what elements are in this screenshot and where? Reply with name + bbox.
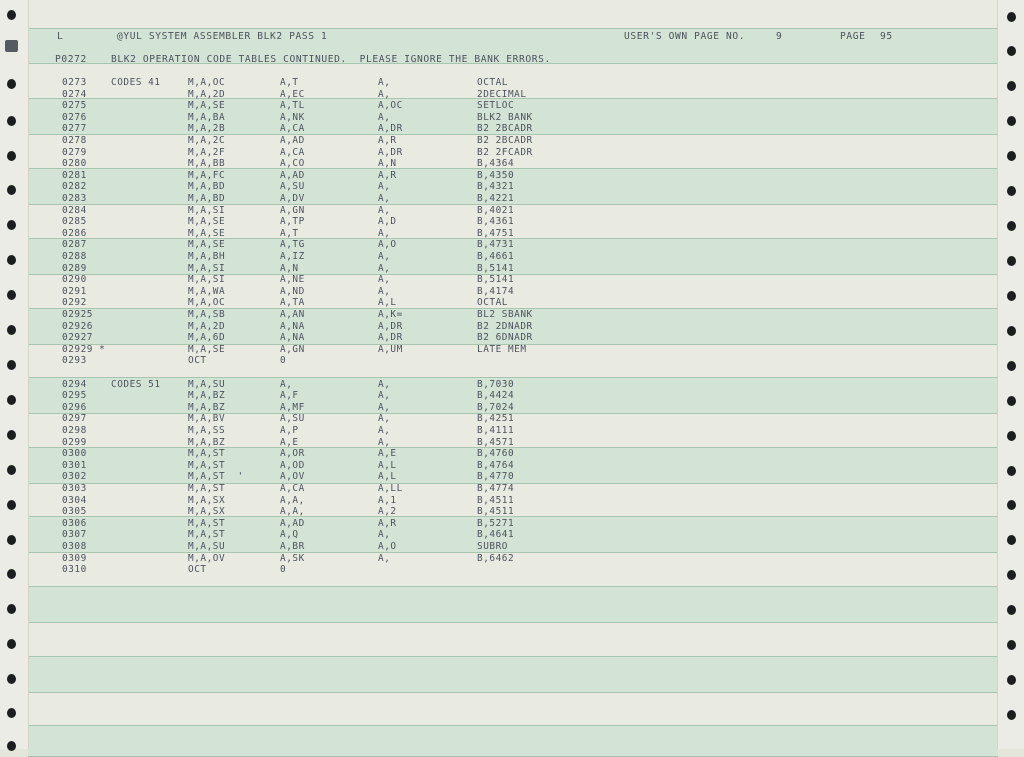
operand-b: A, [378, 390, 391, 402]
opcode-field: M,A,ST ' [188, 471, 244, 483]
operand-a: A,AD [280, 517, 305, 529]
operand-c: SETLOC [477, 100, 515, 112]
feed-hole-icon [1007, 361, 1016, 371]
opcode-field: M,A,BH [188, 251, 226, 262]
operand-b: A, [378, 204, 391, 216]
line-number: 0274 [62, 88, 87, 100]
operand-c: B2 2BCADR [477, 123, 533, 135]
opcode-field: M,A,BZ [188, 401, 226, 413]
operand-a: A,TP [280, 216, 305, 228]
line-number: 0285 [62, 216, 87, 228]
feed-hole-icon [1007, 570, 1016, 580]
opcode-field: M,A,SX [188, 506, 226, 518]
operand-c: B,4731 [477, 239, 515, 251]
operand-a: A,CO [280, 158, 305, 170]
operand-a: A,A, [280, 494, 305, 506]
feed-hole-icon [1007, 535, 1016, 545]
operand-b: A,D [378, 216, 397, 228]
opcode-field: OCT [188, 355, 207, 367]
opcode-field: M,A,2F [188, 146, 226, 158]
line-number: 0281 [62, 169, 87, 181]
operand-a: A,GN [280, 343, 305, 355]
operand-b: A,L [378, 471, 397, 483]
comment-text: BLK2 OPERATION CODE TABLES CONTINUED. PLEASE IGNORE THE BANK ERRORS. [111, 54, 551, 65]
operand-a: A,A, [280, 506, 305, 518]
operand-c: B,5141 [477, 262, 515, 274]
operand-a: A,T [280, 227, 299, 239]
operand-c: OCTAL [477, 77, 508, 88]
line-number: 02926 [62, 320, 93, 332]
line-number: 0307 [62, 529, 87, 541]
opcode-field: M,A,BB [188, 158, 226, 170]
feed-hole-icon [7, 10, 16, 20]
operand-c: B,4111 [477, 425, 515, 436]
operand-c: B,4511 [477, 494, 515, 506]
operand-a: A,MF [280, 401, 305, 413]
operand-c: BLK2 BANK [477, 111, 533, 123]
operand-b: A,N [378, 158, 397, 170]
operand-b: A,L [378, 297, 397, 309]
line-number: 0303 [62, 483, 87, 494]
opcode-field: M,A,SI [188, 262, 226, 274]
operand-c: B,4774 [477, 483, 515, 494]
line-number: 0275 [62, 100, 87, 112]
operand-b: A, [378, 552, 391, 564]
feed-hole-icon [1007, 151, 1016, 161]
operand-c: B,5271 [477, 517, 515, 529]
opcode-field: M,A,OC [188, 77, 226, 88]
operand-b: A,K= [378, 309, 403, 320]
line-number: 02925 [62, 309, 93, 320]
line-number: 0295 [62, 390, 87, 402]
operand-a: A,Q [280, 529, 299, 541]
page-letter: L [57, 31, 64, 42]
feed-hole-icon [1007, 256, 1016, 266]
green-bar [28, 656, 998, 693]
feed-hole-icon [7, 290, 16, 300]
line-number: 0294 [62, 378, 87, 390]
opcode-field: M,A,SU [188, 541, 226, 552]
operand-a: A,CA [280, 146, 305, 158]
operand-b: A,1 [378, 494, 397, 506]
operand-a: A,NE [280, 274, 305, 286]
binder-punch-icon [5, 40, 18, 52]
opcode-field: M,A,SI [188, 204, 226, 216]
feed-hole-icon [1007, 605, 1016, 615]
operand-a: A,SU [280, 181, 305, 193]
operand-a: A,CA [280, 123, 305, 135]
feed-hole-icon [1007, 291, 1016, 301]
line-number: 0277 [62, 123, 87, 135]
opcode-field: M,A,OC [188, 297, 226, 309]
line-number: 0305 [62, 506, 87, 518]
operand-a: A,TL [280, 100, 305, 112]
feed-hole-icon [1007, 326, 1016, 336]
line-number: 0309 [62, 552, 87, 564]
right-tractor-strip [997, 0, 1024, 749]
feed-hole-icon [7, 604, 16, 614]
feed-hole-icon [1007, 396, 1016, 406]
feed-hole-icon [7, 639, 16, 649]
operand-b: A, [378, 401, 391, 413]
line-number: 0292 [62, 297, 87, 309]
opcode-field: M,A,SI [188, 274, 226, 286]
operand-b: A,DR [378, 123, 403, 135]
opcode-field: M,A,SU [188, 378, 226, 390]
feed-hole-icon [7, 151, 16, 161]
operand-b: A, [378, 274, 391, 286]
operand-c: B,4221 [477, 193, 515, 204]
operand-b: A, [378, 529, 391, 541]
opcode-field: M,A,SE [188, 100, 226, 112]
operand-c: B,7024 [477, 401, 515, 413]
line-number: 0300 [62, 448, 87, 460]
feed-hole-icon [7, 395, 16, 405]
operand-c: B,4361 [477, 216, 515, 228]
operand-c: LATE MEM [477, 343, 527, 355]
operand-b: A,OC [378, 100, 403, 112]
operand-a: A, [280, 378, 293, 390]
operand-b: A,DR [378, 332, 403, 344]
line-number: 0308 [62, 541, 87, 552]
feed-hole-icon [1007, 116, 1016, 126]
feed-hole-icon [7, 465, 16, 475]
opcode-field: M,A,BV [188, 413, 226, 425]
operand-b: A,O [378, 541, 397, 552]
opcode-field: M,A,SE [188, 343, 226, 355]
operand-c: BL2 SBANK [477, 309, 533, 320]
operand-c: B,4764 [477, 459, 515, 471]
opcode-field: M,A,6D [188, 332, 226, 344]
operand-b: A, [378, 181, 391, 193]
operand-b: A,L [378, 459, 397, 471]
line-number: 0301 [62, 459, 87, 471]
operand-b: A,O [378, 239, 397, 251]
operand-b: A,UM [378, 343, 403, 355]
operand-a: A,F [280, 390, 299, 402]
green-bar [28, 586, 998, 623]
feed-hole-icon [1007, 431, 1016, 441]
opcode-field: M,A,SE [188, 216, 226, 228]
feed-hole-icon [7, 220, 16, 230]
operand-c: B,4641 [477, 529, 515, 541]
line-number: 0299 [62, 436, 87, 448]
operand-c: 2DECIMAL [477, 88, 527, 100]
opcode-field: M,A,2B [188, 123, 226, 135]
operand-c: SUBRO [477, 541, 508, 552]
line-number: 0306 [62, 517, 87, 529]
operand-c: B,4424 [477, 390, 515, 402]
operand-a: A,DV [280, 193, 305, 204]
feed-hole-icon [1007, 81, 1016, 91]
operand-a: A,OV [280, 471, 305, 483]
feed-hole-icon [1007, 500, 1016, 510]
line-number: 0287 [62, 239, 87, 251]
opcode-field: M,A,SE [188, 239, 226, 251]
operand-c: B,4511 [477, 506, 515, 518]
operand-a: A,AN [280, 309, 305, 320]
line-number: 0289 [62, 262, 87, 274]
opcode-field: M,A,2D [188, 88, 226, 100]
operand-b: A,LL [378, 483, 403, 494]
line-number: 0273 [62, 77, 87, 88]
operand-c: B,4751 [477, 227, 515, 239]
operand-b: A, [378, 378, 391, 390]
operand-a: 0 [280, 355, 287, 367]
page-number: 95 [880, 31, 893, 42]
operand-b: A, [378, 413, 391, 425]
line-number: 0291 [62, 285, 87, 297]
operand-c: B,6462 [477, 552, 515, 564]
row-label: CODES 51 [111, 378, 161, 390]
line-number: 0286 [62, 227, 87, 239]
feed-hole-icon [7, 325, 16, 335]
feed-hole-icon [7, 569, 16, 579]
operand-c: B,4760 [477, 448, 515, 460]
operand-b: A,R [378, 169, 397, 181]
operand-b: A,2 [378, 506, 397, 518]
operand-b: A, [378, 77, 391, 88]
feed-hole-icon [1007, 221, 1016, 231]
opcode-field: M,A,OV [188, 552, 226, 564]
operand-b: A,R [378, 135, 397, 146]
line-number: 0310 [62, 564, 87, 576]
operand-a: A,IZ [280, 251, 305, 262]
opcode-field: M,A,2D [188, 320, 226, 332]
opcode-field: M,A,BZ [188, 390, 226, 402]
opcode-field: M,A,2C [188, 135, 226, 146]
feed-hole-icon [7, 185, 16, 195]
feed-hole-icon [7, 708, 16, 718]
operand-b: A, [378, 193, 391, 204]
row-label: CODES 41 [111, 77, 161, 88]
operand-c: B,4661 [477, 251, 515, 262]
line-number: 0302 [62, 471, 87, 483]
operand-c: B2 2DNADR [477, 320, 533, 332]
line-number: 02929 * [62, 343, 106, 355]
operand-a: A,SU [280, 413, 305, 425]
operand-b: A, [378, 262, 391, 274]
operand-c: B,7030 [477, 378, 515, 390]
operand-b: A,E [378, 448, 397, 460]
feed-hole-icon [7, 116, 16, 126]
operand-c: B2 2FCADR [477, 146, 533, 158]
left-tractor-strip [0, 0, 29, 749]
operand-a: A,T [280, 77, 299, 88]
line-number: 0283 [62, 193, 87, 204]
opcode-field: M,A,FC [188, 169, 226, 181]
operand-c: B2 6DNADR [477, 332, 533, 344]
line-number: 0278 [62, 135, 87, 146]
operand-b: A, [378, 88, 391, 100]
operand-c: B,4021 [477, 204, 515, 216]
operand-a: A,BR [280, 541, 305, 552]
opcode-field: M,A,BD [188, 181, 226, 193]
operand-a: A,GN [280, 204, 305, 216]
line-number: 0276 [62, 111, 87, 123]
opcode-field: M,A,BD [188, 193, 226, 204]
line-number: 0298 [62, 425, 87, 436]
operand-a: A,N [280, 262, 299, 274]
operand-a: A,ND [280, 285, 305, 297]
opcode-field: M,A,BA [188, 111, 226, 123]
operand-a: A,OR [280, 448, 305, 460]
operand-b: A, [378, 425, 391, 436]
feed-hole-icon [7, 500, 16, 510]
feed-hole-icon [7, 360, 16, 370]
users-page-label: USER'S OWN PAGE NO. [624, 31, 746, 42]
operand-b: A,R [378, 517, 397, 529]
operand-c: B2 2BCADR [477, 135, 533, 146]
operand-b: A, [378, 436, 391, 448]
operand-c: B,4321 [477, 181, 515, 193]
feed-hole-icon [1007, 46, 1016, 56]
operand-c: B,4571 [477, 436, 515, 448]
opcode-field: OCT [188, 564, 207, 576]
operand-a: A,NA [280, 320, 305, 332]
operand-c: B,4350 [477, 169, 515, 181]
operand-a: A,TA [280, 297, 305, 309]
feed-hole-icon [1007, 710, 1016, 720]
operand-c: B,4174 [477, 285, 515, 297]
line-number: 02927 [62, 332, 93, 344]
operand-c: OCTAL [477, 297, 508, 309]
feed-hole-icon [7, 741, 16, 751]
opcode-field: M,A,SE [188, 227, 226, 239]
page-label: PAGE [840, 31, 866, 42]
operand-a: A,NA [280, 332, 305, 344]
line-number: 0288 [62, 251, 87, 262]
listing-title: @YUL SYSTEM ASSEMBLER BLK2 PASS 1 [117, 31, 328, 42]
operand-a: A,AD [280, 169, 305, 181]
operand-a: A,OD [280, 459, 305, 471]
operand-b: A, [378, 111, 391, 123]
operand-a: A,E [280, 436, 299, 448]
line-number: 0280 [62, 158, 87, 170]
line-number: 0297 [62, 413, 87, 425]
line-number: 0279 [62, 146, 87, 158]
line-number: 0284 [62, 204, 87, 216]
feed-hole-icon [1007, 675, 1016, 685]
green-bar [28, 725, 998, 757]
opcode-field: M,A,SX [188, 494, 226, 506]
operand-a: A,NK [280, 111, 305, 123]
opcode-field: M,A,ST [188, 483, 226, 494]
line-number: 0304 [62, 494, 87, 506]
line-number: 0282 [62, 181, 87, 193]
operand-a: A,EC [280, 88, 305, 100]
feed-hole-icon [7, 255, 16, 265]
opcode-field: M,A,SB [188, 309, 226, 320]
feed-hole-icon [1007, 186, 1016, 196]
opcode-field: M,A,ST [188, 517, 226, 529]
operand-a: A,CA [280, 483, 305, 494]
feed-hole-icon [7, 430, 16, 440]
feed-hole-icon [7, 79, 16, 89]
operand-a: A,TG [280, 239, 305, 251]
opcode-field: M,A,SS [188, 425, 226, 436]
operand-b: A, [378, 227, 391, 239]
operand-b: A, [378, 251, 391, 262]
opcode-field: M,A,WA [188, 285, 226, 297]
feed-hole-icon [7, 674, 16, 684]
feed-hole-icon [7, 535, 16, 545]
feed-hole-icon [1007, 640, 1016, 650]
operand-c: B,5141 [477, 274, 515, 286]
opcode-field: M,A,ST [188, 448, 226, 460]
users-page-number: 9 [776, 31, 783, 42]
feed-hole-icon [1007, 12, 1016, 22]
feed-hole-icon [1007, 466, 1016, 476]
operand-a: A,P [280, 425, 299, 436]
operand-a: 0 [280, 564, 287, 576]
line-number: 0296 [62, 401, 87, 413]
line-number: 0290 [62, 274, 87, 286]
operand-a: A,AD [280, 135, 305, 146]
comment-line-number: P0272 [55, 54, 87, 65]
operand-c: B,4364 [477, 158, 515, 170]
opcode-field: M,A,ST [188, 459, 226, 471]
operand-a: A,SK [280, 552, 305, 564]
operand-c: B,4251 [477, 413, 515, 425]
operand-b: A, [378, 285, 391, 297]
opcode-field: M,A,BZ [188, 436, 226, 448]
opcode-field: M,A,ST [188, 529, 226, 541]
operand-c: B,4770 [477, 471, 515, 483]
line-number: 0293 [62, 355, 87, 367]
operand-b: A,DR [378, 146, 403, 158]
operand-b: A,DR [378, 320, 403, 332]
